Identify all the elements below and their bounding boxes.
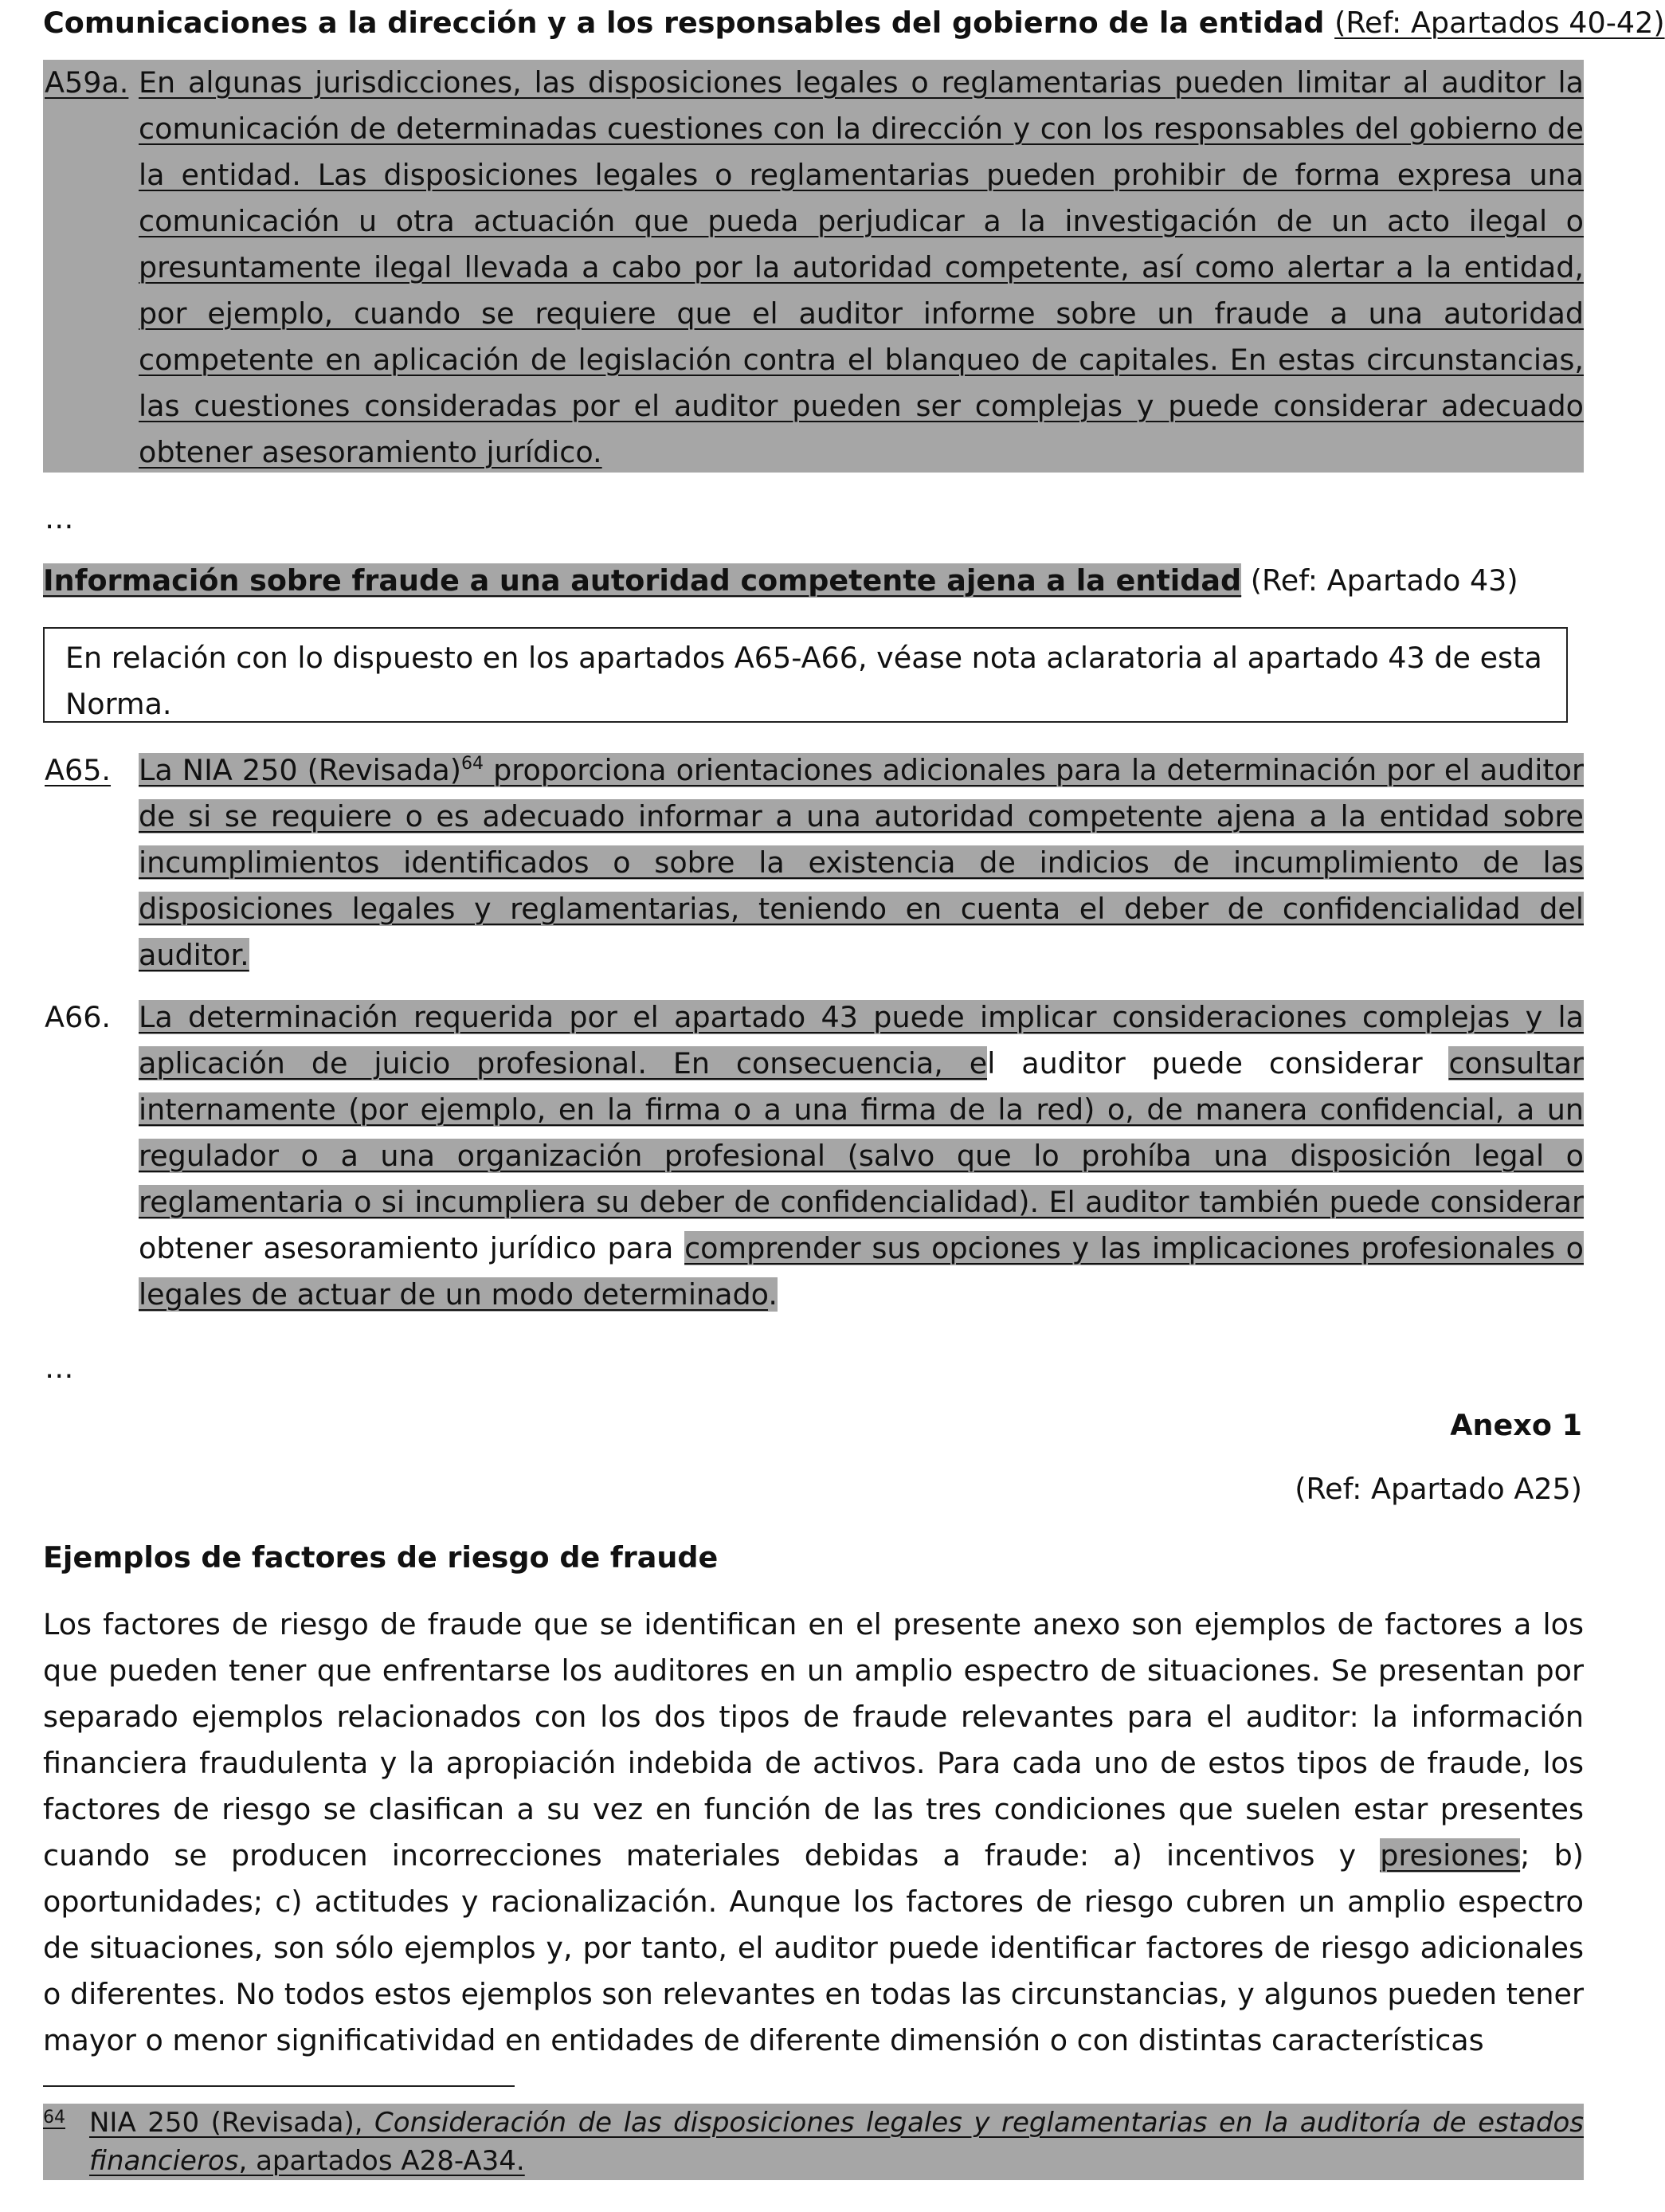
ellipsis: … — [45, 501, 74, 535]
footnote-separator — [43, 2085, 515, 2087]
text-after-footnote: proporciona orientaciones adicionales para la determinación por el auditor de si se requiere o es adecuado informar a una autoridad competente ajena a la entidad sobre incumplimientos identificados o sobre la existencia de indicios de incumplimiento de las disposiciones legales y reglamentarias, teniendo en cuenta el deber de confidencialidad del auditor. — [139, 753, 1584, 972]
annex-intro-paragraph — [43, 1602, 1584, 2064]
footnote-title: Consideración de las disposiciones legales y reglamentarias en la auditoría de estados financieros — [89, 2107, 1584, 2177]
text-part-6: . — [768, 1277, 778, 1312]
heading-ref: (Ref: Apartados 40-42) — [1334, 6, 1665, 40]
section-heading-reporting — [43, 558, 1584, 604]
heading-text: Información sobre fraude a una autoridad competente ajena a la entidad — [43, 563, 1242, 598]
text-part-5: comprender sus opciones y las implicaciones profesionales o legales de actuar de un modo determinado — [139, 1231, 1584, 1312]
note-text: En relación con lo dispuesto en los apartados A65-A66, véase nota aclaratoria al apartado 43 de esta Norma. — [65, 641, 1542, 721]
footnote-number: 64 — [43, 2108, 65, 2128]
intro-highlight: presiones — [1380, 1838, 1521, 1873]
paragraph-a59a — [43, 60, 1584, 473]
paragraph-label: A66. — [45, 1000, 112, 1034]
paragraph-a65 — [43, 747, 1584, 979]
paragraph-text — [139, 753, 1584, 972]
footnote-text — [89, 2104, 1584, 2180]
ellipsis: … — [45, 1351, 74, 1385]
heading-text: Comunicaciones a la dirección y a los responsables del gobierno de la entidad — [43, 6, 1325, 40]
text-part-3: consultar internamente (por ejemplo, en la firma o a una firma de la red) o, de manera confidencial, a un regulador o a una organización profesional (salvo que lo prohíba una disposición legal o reglamentaria o si incumpliera su deber de confidencialidad). El auditor también puede considerar — [139, 1046, 1584, 1219]
paragraph-a66 — [43, 994, 1584, 1318]
footnote-plain: NIA 250 (Revisada), — [89, 2107, 375, 2139]
paragraph-text: En algunas jurisdicciones, las disposiciones legales o reglamentarias pueden limitar al auditor la comunicación de determinadas cuestiones con la dirección y con los responsables del gobierno de la entidad. Las disposiciones legales o reglamentarias pueden prohibir de forma expresa una comunicación u otra actuación que pueda perjudicar a la investigación de un acto ilegal o presuntamente ilegal llevada a cabo por la autoridad competente, así como alertar a la entidad, por ejemplo, cuando se requiere que el auditor informe sobre un fraude a una autoridad competente en aplicación de legislación contra el blanqueo de capitales. En estas circunstancias, las cuestiones consideradas por el auditor pueden ser complejas y puede considerar adecuado obtener asesoramiento jurídico. — [139, 65, 1584, 469]
text-part-1: La determinación requerida por el apartado 43 puede implicar consideraciones complejas y la aplicación de juicio profesional. En consecuencia, e — [139, 1000, 1584, 1081]
footnote-64 — [43, 2104, 1584, 2180]
explanatory-note-box — [43, 627, 1568, 723]
footnote-ref: 64 — [460, 754, 484, 774]
text-part-4: obtener asesoramiento jurídico para — [139, 1231, 685, 1265]
text-before-footnote: La NIA 250 (Revisada) — [139, 753, 461, 787]
footnote-end: , apartados A28-A34. — [238, 2145, 525, 2177]
paragraph-label: A59a. — [45, 65, 129, 100]
annex-ref: (Ref: Apartado A25) — [1295, 1472, 1582, 1506]
section-heading-communications — [43, 0, 1665, 46]
paragraph-label: A65. — [45, 753, 112, 787]
text-part-2: l auditor puede considerar — [987, 1046, 1449, 1081]
heading-ref: (Ref: Apartado 43) — [1250, 563, 1518, 598]
annex-heading: Ejemplos de factores de riesgo de fraude — [43, 1540, 719, 1575]
intro-text-2: ; b) oportunidades; c) actitudes y racionalización. Aunque los factores de riesgo cubren un amplio espectro de situaciones, son sólo ejemplos y, por tanto, el auditor puede identificar factores de riesgo adicionales o diferentes. No todos estos ejemplos son relevantes en todas las circunstancias, y algunos pueden tener mayor o menor significatividad en entidades de diferente dimensión o con distintas características — [43, 1838, 1584, 2057]
intro-text-1: Los factores de riesgo de fraude que se identifican en el presente anexo son ejemplos de factores a los que pueden tener que enfrentarse los auditores en un amplio espectro de situaciones. Se presentan por separado ejemplos relacionados con los dos tipos de fraude relevantes para el auditor: la información financiera fraudulenta y la apropiación indebida de activos. Para cada uno de estos tipos de fraude, los factores de riesgo se clasifican a su vez en función de las tres condiciones que suelen estar presentes cuando se producen incorrecciones materiales debidas a fraude: a) incentivos y — [43, 1607, 1584, 1873]
annex-title: Anexo 1 — [1450, 1408, 1582, 1442]
